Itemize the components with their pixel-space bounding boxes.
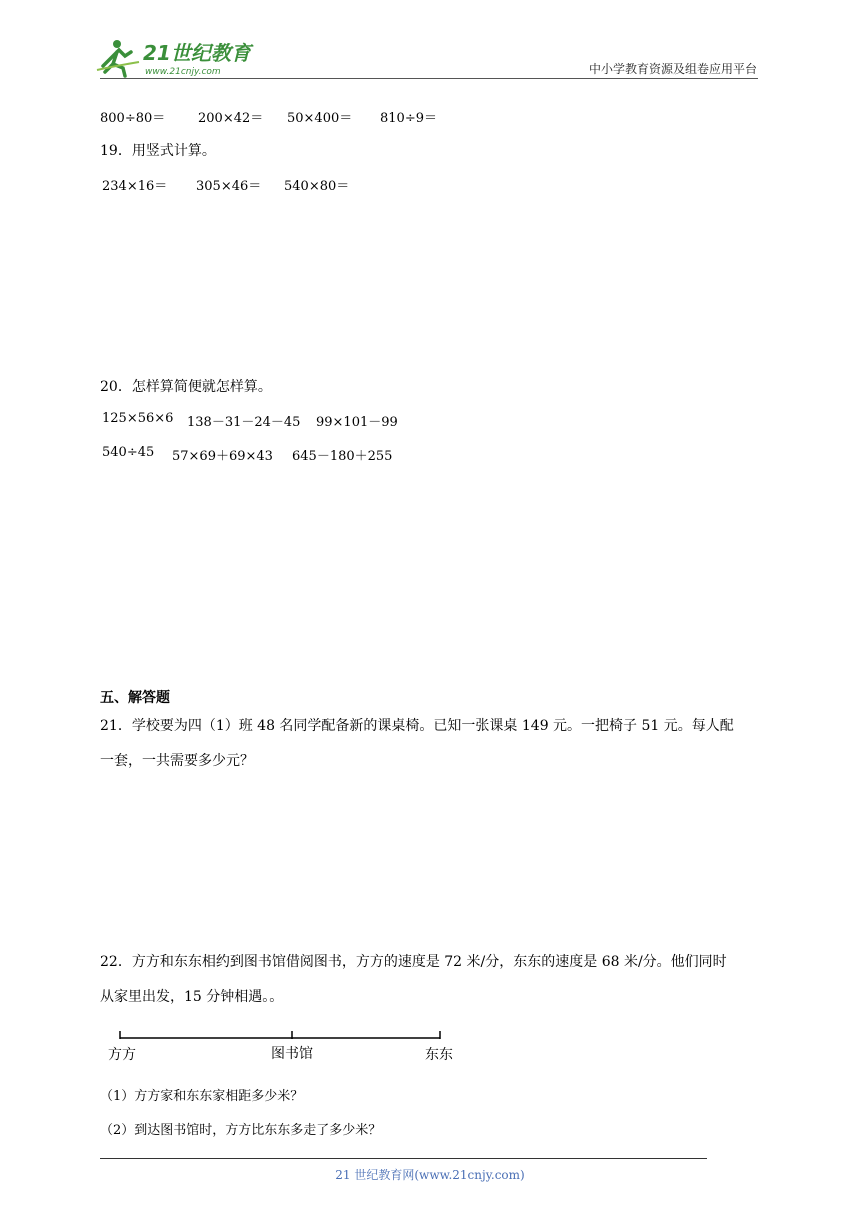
- q20-expr-4: 540÷45: [102, 445, 155, 460]
- oral-calc-4: 810÷9＝: [380, 111, 437, 126]
- logo-url: www.21cnjy.com: [145, 67, 221, 77]
- q20-expr-3: 99×101－99: [316, 415, 398, 430]
- q20-expr-6: 645－180＋255: [292, 449, 393, 464]
- label-dongdong: 东东: [425, 1047, 453, 1063]
- site-logo: [95, 36, 270, 80]
- q19-item-3: 540×80＝: [284, 179, 350, 194]
- footer-divider: [100, 1158, 707, 1159]
- q22-line-1: 22．方方和东东相约到图书馆借阅图书，方方的速度是 72 米/分，东东的速度是 68 米/分。他们同时: [100, 954, 727, 970]
- q22-sub-2: （2）到达图书馆时，方方比东东多走了多少米？: [100, 1123, 382, 1138]
- platform-name: 中小学教育资源及组卷应用平台: [588, 62, 757, 76]
- oral-calc-2: 200×42＝: [198, 111, 264, 126]
- q20-expr-2: 138－31－24－45: [187, 415, 301, 430]
- label-fangfang: 方方: [108, 1047, 136, 1063]
- q20-title: 20．怎样算简便就怎样算。: [100, 379, 272, 395]
- oral-calc-1: 800÷80＝: [100, 111, 166, 126]
- section-5-title: 五、解答题: [100, 690, 170, 706]
- q20-expr-1: 125×56×6: [102, 411, 174, 426]
- q21-line-2: 一套，一共需要多少元？: [100, 753, 254, 769]
- q20-expr-5: 57×69＋69×43: [172, 449, 273, 464]
- label-library: 图书馆: [271, 1046, 313, 1062]
- oral-calc-3: 50×400＝: [287, 111, 353, 126]
- q22-line-2: 从家里出发，15 分钟相遇。。: [100, 989, 284, 1005]
- q21-line-1: 21．学校要为四（1）班 48 名同学配备新的课桌椅。已知一张课桌 149 元。一把椅子 51 元。每人配: [100, 718, 734, 734]
- q19-item-1: 234×16＝: [102, 179, 168, 194]
- q22-sub-1: （1）方方家和东东家相距多少米？: [100, 1089, 304, 1104]
- footer-link[interactable]: 21 世纪教育网(www.21cnjy.com): [335, 1168, 525, 1182]
- q19-title: 19．用竖式计算。: [100, 143, 216, 159]
- header-divider: [100, 78, 758, 79]
- logo-text: 21世纪教育: [143, 41, 251, 65]
- q19-item-2: 305×46＝: [196, 179, 262, 194]
- runner-icon: [97, 40, 139, 76]
